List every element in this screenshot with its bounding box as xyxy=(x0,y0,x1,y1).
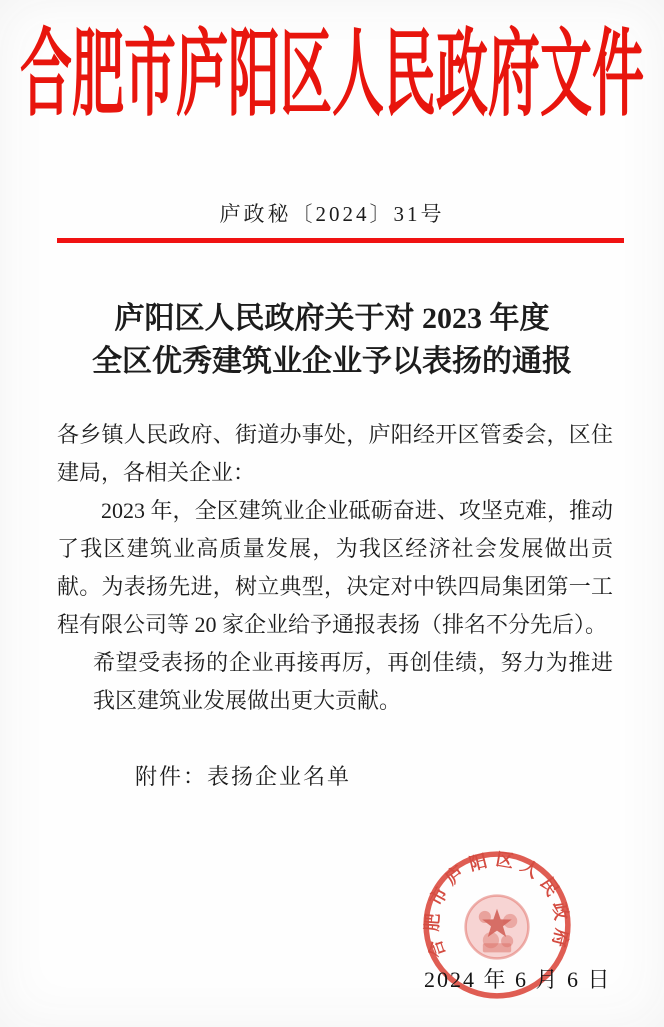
document-title xyxy=(0,297,664,383)
document-number: 庐政秘〔2024〕31号 xyxy=(219,202,445,226)
salutation: 各乡镇人民政府、街道办事处，庐阳经开区管委会，区住建局，各相关企业： xyxy=(57,422,613,485)
body-paragraph-1: 2023 年，全区建筑业企业砥砺奋进、攻坚克难，推动了我区建筑业高质量发展，为我区经济社会发展做出贡献。为表扬先进，树立典型，决定对中铁四局集团第一工程有限公司等 20 家企业给予通报表扬（排名不分先后）。 xyxy=(57,498,613,637)
document-title-line2: 全区优秀建筑业企业予以表扬的通报 xyxy=(92,345,572,378)
document-title-line1: 庐阳区人民政府关于对 2023 年度 xyxy=(114,302,550,335)
signature-date: 2024 年 6 月 6 日 xyxy=(424,967,612,992)
body-paragraph-2: 希望受表扬的企业再接再厉，再创佳绩，努力为推进我区建筑业发展做出更大贡献。 xyxy=(93,650,613,713)
attachment-line: 附件：表扬企业名单 xyxy=(135,764,352,789)
document-body xyxy=(57,416,613,796)
red-letterhead-title: 合肥市庐阳区人民政府文件 xyxy=(19,24,644,129)
seal-emblem xyxy=(466,896,529,959)
seal-circular-text: 合肥市庐阳区人民政府 xyxy=(421,848,573,961)
red-divider-line xyxy=(57,238,624,243)
